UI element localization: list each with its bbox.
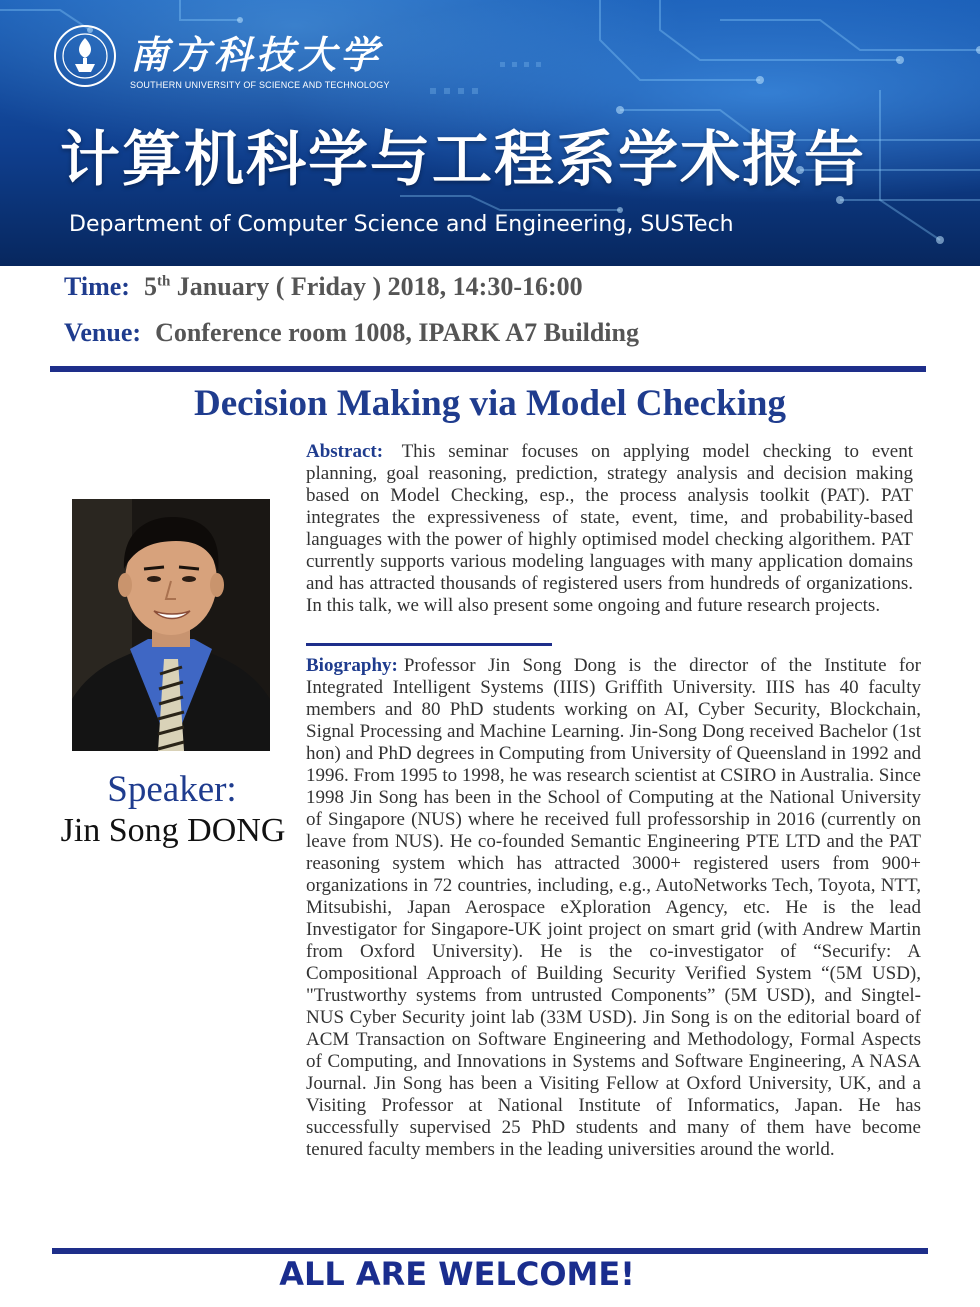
university-name-cn: 南方科技大学 — [130, 32, 383, 77]
time-day-suffix: th — [156, 273, 171, 290]
time-value: January ( Friday ) 2018, 14:30-16:00 — [170, 272, 583, 301]
university-logo-icon — [53, 24, 117, 88]
speaker-portrait-image — [72, 499, 270, 751]
event-time — [64, 272, 583, 302]
speaker-label: Speaker: — [107, 769, 237, 810]
biography-label: Biography: — [306, 655, 398, 676]
talk-title: Decision Making via Model Checking — [193, 383, 787, 424]
page-title-cn: 计算机科学与工程系学术报告 — [60, 125, 866, 195]
time-label: Time: — [64, 272, 130, 301]
speaker-photo — [72, 499, 270, 751]
welcome-banner: ALL ARE WELCOME! — [279, 1255, 635, 1293]
divider-bottom — [52, 1248, 928, 1254]
divider-top — [50, 366, 926, 372]
event-venue — [64, 318, 639, 348]
abstract-text: This seminar focuses on applying model checking to event planning, goal reasoning, prediction, strategy analysis and decision making based on Model Checking, esp., the process analysis toolkit (PAT). PAT integrates the expressiveness of state, event, time, and probability-based languages with the power of highly optimised model checking algorithem. PAT currently supports various modeling languages with many application domains and has attracted thousands of registered users from hundreds of organizations. In this talk, we will also present some ongoing and future research projects. — [306, 441, 913, 616]
venue-value: Conference room 1008, IPARK A7 Building — [155, 318, 639, 347]
time-day: 5 — [143, 272, 157, 301]
abstract-paragraph — [306, 441, 913, 617]
department-name: Department of Computer Science and Engineering, SUSTech — [69, 212, 734, 237]
biography-text: Professor Jin Song Dong is the director of the Institute for Integrated Intelligent Systems (IIIS) Griffith University. IIIS has 40 faculty members and 80 PhD students working on AI, Cyber Security, Blockchain, Signal Processing and Machine Learning. Jin-Song Dong received Bachelor (1st hon) and PhD degrees in Computing from University of Queensland in 1992 and 1996. From 1995 to 1998, he was research scientist at CSIRO in Australia. Since 1998 Jin Song has been in the School of Computing at the National University of Singapore (NUS) where he received full professorship in 2016 (currently on leave from NUS). He co-founded Semantic Engineering PTE LTD and the PAT reasoning system which has attracted 3000+ registered users from 900+ organizations in 72 countries, including, e.g., AutoNetworks Tech, Toyota, NTT, Mitsubishi, Japan Aerospace eXploration Agency, etc. He is the lead Investigator for Singapore-UK joint project on smart grid (with Andrew Martin from Oxford University). He is the co-investigator of “Securify: A Compositional Approach of Building Security Verified System “(5M USD), "Trustworthy systems from untrusted Components” (5M USD), and Singtel-NUS Cyber Security joint lab (33M USD). Jin Song is on the editorial board of ACM Transaction on Software Engineering and Methodology, Formal Aspects of Computing, and Innovations in Systems and Software Engineering, A NASA Journal. Jin Song has been a Visiting Fellow at Oxford University, UK, and a Visiting Professor at National Institute of Informatics, Japan. He has successfully supervised 25 PhD students and many of them have become tenured faculty members in the leading universities around the world. — [306, 655, 921, 1160]
abstract-label: Abstract: — [306, 441, 384, 462]
biography-paragraph — [306, 655, 921, 1161]
speaker-name: Jin Song DONG — [60, 812, 286, 849]
venue-label: Venue: — [64, 318, 142, 347]
divider-abstract — [306, 643, 552, 646]
header-banner — [0, 0, 980, 266]
university-name-en: SOUTHERN UNIVERSITY OF SCIENCE AND TECHNOLOGY — [130, 80, 390, 90]
